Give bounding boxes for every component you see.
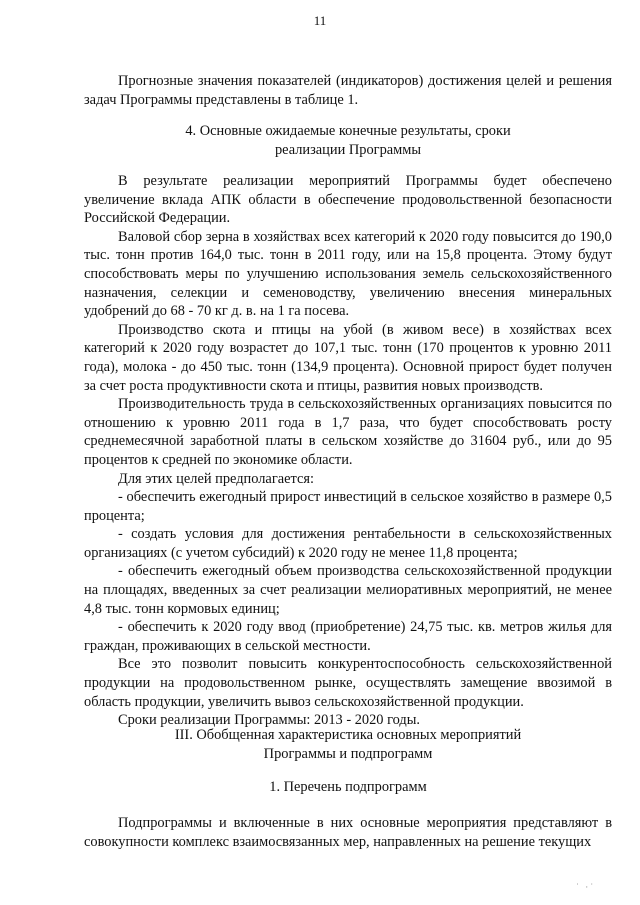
list-item: - обеспечить ежегодный прирост инвестиций в сельское хозяйство в размере 0,5 процента; [84, 489, 612, 524]
subsection-1-heading: 1. Перечень подпрограмм [269, 779, 427, 795]
section-3-heading-line-2: Программы и подпрограмм [263, 745, 433, 762]
paragraph: Подпрограммы и включенные в них основные мероприятия представляют в совокупности комплекс взаимосвязанных мер, направленных на решение текущих [84, 815, 612, 850]
list-item: - обеспечить ежегодный объем производства сельскохозяйственной продукции на площадях, введенных за счет реализации мелиоративных мероприятий, не менее 4,8 тыс. тонн кормовых единиц; [84, 563, 612, 617]
intro-paragraph: Прогнозные значения показателей (индикаторов) достижения целей и решения задач Программы представлены в таблице 1. [84, 73, 612, 108]
section-4-body [84, 172, 612, 730]
intro-paragraph-block [84, 72, 612, 109]
paragraph: Производительность труда в сельскохозяйственных организациях повысится по отношению к уровню 2011 года в 1,7 раза, что будет способствовать росту среднемесячной заработной платы в сельском хозяйстве до 31604 руб., или до 95 процентов к средней по экономике области. [84, 396, 612, 468]
section-4-heading [84, 122, 612, 159]
section-4-heading-line-2: реализации Программы [274, 141, 422, 158]
list-item: - создать условия для достижения рентабельности в сельскохозяйственных организациях (с учетом субсидий) к 2020 году не менее 11,8 процента; [84, 526, 612, 561]
section-3-heading [84, 726, 612, 763]
page-number: 11 [313, 13, 327, 28]
list-item: - обеспечить к 2020 году ввод (приобретение) 24,75 тыс. кв. метров жилья для граждан, проживающих в сельской местности. [84, 619, 612, 654]
scan-speck: ˙ ·˙ [576, 882, 596, 892]
section-4-heading-line-1: 4. Основные ожидаемые конечные результаты, сроки [185, 123, 511, 139]
paragraph: В результате реализации мероприятий Программы будет обеспечено увеличение вклада АПК области в обеспечение продовольственной безопасности Российской Федерации. [84, 173, 612, 227]
paragraph: Производство скота и птицы на убой (в живом весе) в хозяйствах всех категорий к 2020 году возрастет до 107,1 тыс. тонн (170 процентов к уровню 2011 года), молока - до 450 тыс. тонн (134,9 процента). Основной прирост будет получен за счет роста продуктивности скота и птицы, развития новых производств. [84, 321, 612, 394]
section-3-body [84, 814, 612, 851]
section-3-heading-line-1: III. Обобщенная характеристика основных мероприятий [174, 727, 522, 743]
paragraph: Для этих целей предполагается: [118, 470, 314, 487]
paragraph: Валовой сбор зерна в хозяйствах всех категорий к 2020 году повысится до 190,0 тыс. тонн против 164,0 тыс. тонн в 2011 году, или на 15,8 процента. Этому будут способствовать меры по улучшению использования земель сельскохозяйственного назначения, селекции и семеноводству, увеличению внесения минеральных удобрений до 68 - 70 кг д. в. на 1 га посева. [84, 228, 612, 320]
subsection-heading [84, 778, 612, 797]
paragraph: Сроки реализации Программы: 2013 - 2020 годы. [118, 712, 421, 729]
paragraph: Все это позволит повысить конкурентоспособность сельскохозяйственной продукции на продовольственном рынке, осуществлять замещение ввозимой в область продукции, увеличить вывоз сельскохозяйственной продукции. [84, 656, 612, 710]
